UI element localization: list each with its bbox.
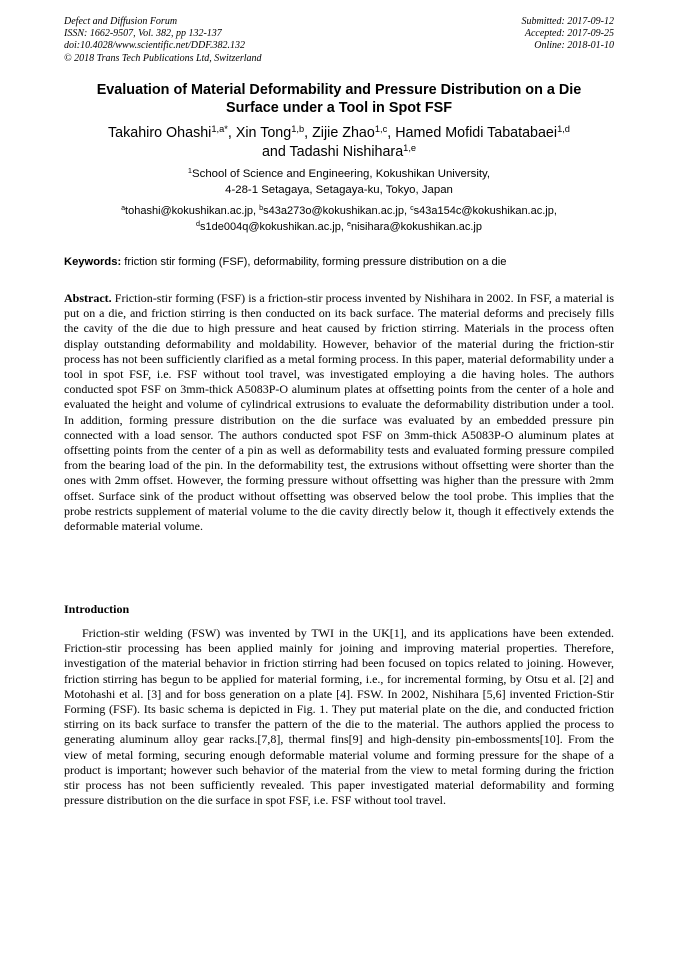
author-line-2	[60, 143, 618, 162]
author-name: Takahiro Ohashi	[108, 125, 212, 141]
author-name: Xin Tong	[235, 125, 292, 141]
keywords-label: Keywords:	[64, 256, 122, 268]
email-list: $^a$tohashi@kokushikan.ac.jp, $^b$s43a273o@kokushikan.ac.jp, $^c$s43a154c@kokushikan.ac.jp, $^d$s1de004q@kokushikan.ac.jp, $^e$nisihara@kokushikan.ac.jp	[121, 204, 557, 233]
email-link[interactable]: s43a273o@kokushikan.ac.jp	[263, 205, 404, 217]
author-name: Hamed Mofidi Tabatabaei	[395, 125, 558, 141]
email-link[interactable]: s1de004q@kokushikan.ac.jp	[200, 220, 341, 233]
abstract	[64, 291, 614, 534]
affiliation-line-2: 4-28-1 Setagaya, Setagaya-ku, Tokyo, Japan	[225, 183, 453, 196]
author-affil-mark: 1,c	[374, 123, 388, 134]
title-line-1: Evaluation of Material Deformability and Pressure Distribution on a Die	[96, 82, 582, 98]
author-list	[60, 124, 618, 162]
submitted-date: Submitted: 2017-09-12	[521, 16, 614, 27]
author-name: and Tadashi Nishihara	[261, 144, 404, 160]
email-link[interactable]: s43a154c@kokushikan.ac.jp	[413, 205, 554, 217]
affiliation-line-1: School of Science and Engineering, Kokushikan University,	[192, 168, 491, 180]
accepted-date: Accepted: 2017-09-25	[524, 28, 614, 40]
introduction-heading: Introduction	[64, 602, 130, 616]
journal-info	[64, 16, 262, 65]
author-affil-mark: 1,a*	[211, 123, 228, 134]
affiliation	[60, 167, 618, 198]
title-line-2: Surface under a Tool in Spot FSF	[226, 100, 452, 116]
email-link[interactable]: tohashi@kokushikan.ac.jp	[125, 205, 254, 217]
abstract-label: Abstract.	[64, 291, 112, 305]
affiliation-mark: 1	[187, 165, 193, 175]
journal-issn: ISSN: 1662-9507, Vol. 382, pp 132-137	[64, 28, 222, 40]
journal-doi: doi:10.4028/www.scientific.net/DDF.382.132	[64, 40, 246, 52]
author-affil-mark: 1,d	[557, 123, 570, 134]
keywords-text: friction stir forming (FSF), deformability, forming pressure distribution on a die	[121, 256, 507, 268]
author-affil-mark: 1,b	[291, 123, 305, 134]
keywords	[64, 255, 614, 269]
introduction-text: Friction-stir welding (FSW) was invented by TWI in the UK[1], and its applications have been extended. Friction-stir processing has been applied mainly for joining and improving material properties. Therefore, investigation of the material behavior in friction stirring had been focused on topics related to joining. However, friction stirring has begun to be applied for material forming, i.e., for incremental forming, by Otsu et al. [2] and Motohashi et al. [3] and for boss generation on a plate [4]. FSW. In 2002, Nishihara [5,6] invented Friction-Stir Forming (FSF). Its basic schema is depicted in Fig. 1. They put material plate on the die, and conducted friction stirring on its back surface to transfer the pattern of the die to the material. The authors applied the process to generating aluminum alloy gear racks.[7,8], thermal fins[9] and high-density pin-embossments[10]. From the view of metal forming, securing enough deformable material volume and forming pressure for the shape of a product is important; however such behavior of the material from the view to metal forming during the friction stir process has not been sufficiently revealed. This paper investigated material deformability and forming pressure distribution on the die surface in spot FSF, i.e. FSF without tool travel.	[64, 626, 614, 808]
author-line-1: Takahiro Ohashi$^{1,a*}$, Xin Tong$^{1,b}$, Zijie Zhao$^{1,c}$, Hamed Mofidi Tabatabaei$^{1,d}$	[108, 123, 570, 141]
journal-name: Defect and Diffusion Forum	[64, 16, 178, 27]
author-name: Zijie Zhao	[312, 125, 375, 141]
journal-copyright: © 2018 Trans Tech Publications Ltd, Switzerland	[64, 52, 262, 64]
paper-title	[60, 81, 618, 117]
abstract-text: Friction-stir forming (FSF) is a friction-stir process invented by Nishihara in 2002. In FSF, a material is put on a die, and friction stirring is then conducted on its back surface. The material deforms and precisely fills the cavity of the die due to high pressure and heat caused by friction stirring. Materials in the process often display outstanding deformability and moldability. However, behavior of the material during the friction-stir process has not been sufficiently clarified as a metal forming process. In this paper, material deformability under a tool in spot FSF, i.e. FSF without tool travel, was investigated employing a die having holes. The authors conducted spot FSF on 3mm-thick A5083P-O aluminum plates at offsetting points from the center of a hole and evaluated the height and volume of cylindrical extrusions to evaluate the deformability distribution under a tool. In addition, forming pressure distribution on the die surface was evaluated by an embedded pressure pin connected with a load sensor. The authors conducted spot FSF on 3mm-thick A5083P-O aluminum plates at offsetting points from the center of a pin as well as deformability tests and evaluated forming pressure compiled from the bearing load of the pin. In the deformability test, the extrusions without offsetting were shorter than the ones with 2mm offset. However, the forming pressure without offsetting was higher than the pressure with 2mm offset. Surface sink of the product without offsetting was observed below the tool probe. This implies that the probe restricts supplement of material volume to the die cavity directly below it, though it effectively extends the deformable material volume.	[64, 291, 614, 534]
email-link[interactable]: nisihara@kokushikan.ac.jp	[350, 220, 482, 233]
online-date: Online: 2018-01-10	[534, 40, 614, 52]
submission-dates	[522, 16, 615, 53]
author-affil-mark: 1,e	[403, 142, 417, 153]
